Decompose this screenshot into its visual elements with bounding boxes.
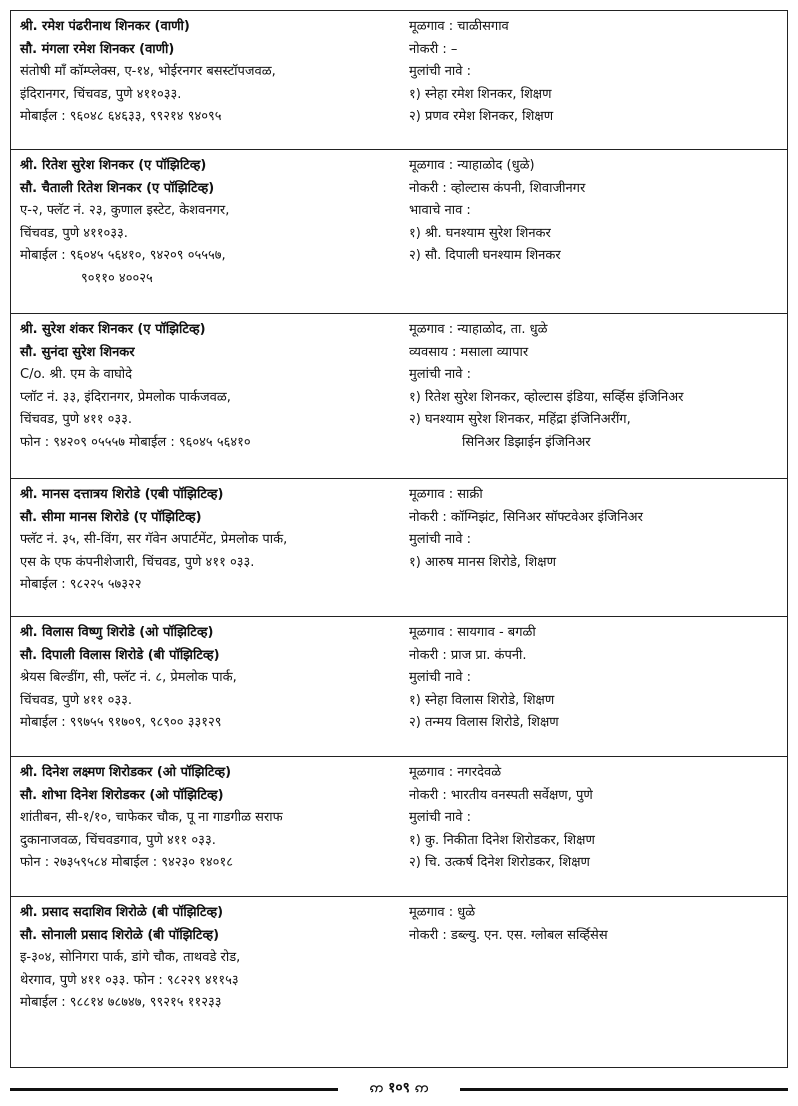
- child-name: २) प्रणव रमेश शिनकर, शिक्षण: [409, 109, 554, 124]
- sibling-name: १) श्री. घनश्याम सुरेश शिनकर: [409, 225, 551, 241]
- husband-name: श्री. सुरेश शंकर शिनकर (ए पॉझिटिव्ह): [20, 322, 206, 337]
- husband-name: श्री. दिनेश लक्ष्मण शिरोडकर (ओ पॉझिटिव्ह): [20, 765, 232, 780]
- occupation: नोकरी : डब्ल्यु. एन. एस. ग्लोबल सर्व्हिसेस: [409, 927, 608, 943]
- business: व्यवसाय : मसाला व्यापार: [409, 344, 529, 360]
- occupation: नोकरी : प्राज प्रा. कंपनी.: [409, 647, 527, 663]
- native-place: मूळगाव : सायगाव - बगळी: [409, 625, 536, 640]
- husband-name: श्री. विलास विष्णु शिरोडे (ओ पॉझिटिव्ह): [20, 625, 214, 640]
- address-line: दुकानाजवळ, चिंचवडगाव, पुणे ४११ ०३३.: [20, 832, 216, 848]
- member-entry: [11, 11, 787, 150]
- address-line: शांतीबन, सी-१/१०, चाफेकर चौक, पू ना गाडगीळ सराफ: [20, 810, 283, 825]
- contact-line: मोबाईल : ९६०४५ ५६४१०, ९४२०९ ०५५५७,: [20, 248, 226, 263]
- footer-rule: [460, 1088, 788, 1091]
- child-designation: सिनिअर डिझाईन इंजिनिअर: [462, 434, 591, 450]
- husband-name: श्री. रमेश पंढरीनाथ शिनकर (वाणी): [20, 19, 190, 34]
- address-line: श्रेयस बिल्डींग, सी, फ्लॅट नं. ८, प्रेमलोक पार्क,: [20, 670, 237, 685]
- member-details-column: [409, 484, 785, 574]
- occupation: नोकरी : –: [409, 41, 458, 57]
- occupation: नोकरी : कॉग्निझंट, सिनिअर सॉफ्टवेअर इंजिनिअर: [409, 509, 643, 525]
- member-address-column: [20, 762, 400, 875]
- contact-line: मोबाईल : ९८२२५ ५७३२२: [20, 577, 142, 592]
- wife-name: सौ. दिपाली विलास शिरोडे (बी पॉझिटिव्ह): [20, 647, 220, 663]
- member-details-column: [409, 762, 785, 875]
- member-details-column: [409, 155, 785, 268]
- husband-name: श्री. प्रसाद सदाशिव शिरोळे (बी पॉझिटिव्ह): [20, 905, 224, 920]
- member-address-column: [20, 622, 400, 735]
- member-entry: [11, 757, 787, 897]
- wife-name: सौ. शोभा दिनेश शिरोडकर (ओ पॉझिटिव्ह): [20, 787, 224, 803]
- member-details-column: [409, 902, 785, 947]
- address-line: C/o. श्री. एम के वाघोदे: [20, 367, 133, 382]
- siblings-heading: भावाचे नाव :: [409, 203, 471, 218]
- member-address-column: [20, 155, 400, 290]
- native-place: मूळगाव : साक्री: [409, 487, 483, 502]
- husband-name: श्री. रितेश सुरेश शिनकर (ए पॉझिटिव्ह): [20, 158, 207, 173]
- occupation: नोकरी : व्होल्टास कंपनी, शिवाजीनगर: [409, 180, 586, 196]
- address-line: इंदिरानगर, चिंचवड, पुणे ४११०३३.: [20, 86, 182, 102]
- wife-name: सौ. सीमा मानस शिरोडे (ए पॉझिटिव्ह): [20, 509, 202, 525]
- children-heading: मुलांची नावे :: [409, 64, 472, 79]
- wife-name: सौ. मंगला रमेश शिनकर (वाणी): [20, 41, 175, 57]
- address-line: फ्लॅट नं. ३५, सी-विंग, सर गॅवेन अपार्टमेंट, प्रेमलोक पार्क,: [20, 532, 288, 547]
- contact-line: ९०११० ४००२५: [81, 270, 153, 286]
- footer-rule: [10, 1088, 338, 1091]
- contact-line: मोबाईल : ९६०४८ ६४६३३, ९९२१४ ९४०९५: [20, 109, 222, 124]
- child-name: २) घनश्याम सुरेश शिनकर, महिंद्रा इंजिनिअरींग,: [409, 412, 631, 427]
- address-line: चिंचवड, पुणे ४११ ०३३.: [20, 692, 133, 708]
- member-entry: [11, 617, 787, 757]
- wife-name: सौ. सुनंदा सुरेश शिनकर: [20, 344, 135, 360]
- member-address-column: [20, 484, 400, 597]
- member-address-column: [20, 16, 400, 129]
- contact-line: फोन : २७३५९५८४ मोबाईल : ९४२३० १४०१८: [20, 855, 233, 870]
- member-address-column: [20, 902, 400, 1015]
- member-entry: [11, 150, 787, 314]
- child-name: १) स्नेहा रमेश शिनकर, शिक्षण: [409, 86, 552, 102]
- wife-name: सौ. सोनाली प्रसाद शिरोळे (बी पॉझिटिव्ह): [20, 927, 220, 943]
- husband-name: श्री. मानस दत्तात्रय शिरोडे (एबी पॉझिटिव्ह): [20, 487, 224, 502]
- child-name: २) चि. उत्कर्ष दिनेश शिरोडकर, शिक्षण: [409, 855, 590, 870]
- child-name: २) तन्मय विलास शिरोडे, शिक्षण: [409, 715, 559, 730]
- member-entry: [11, 479, 787, 617]
- member-address-column: [20, 319, 400, 454]
- child-name: १) स्नेहा विलास शिरोडे, शिक्षण: [409, 692, 555, 708]
- native-place: मूळगाव : न्याहाळोद (धुळे): [409, 158, 535, 173]
- address-line: एस के एफ कंपनीशेजारी, चिंचवड, पुणे ४११ ०३३.: [20, 554, 255, 570]
- address-line: चिंचवड, पुणे ४११ ०३३.: [20, 412, 133, 427]
- member-entry: [11, 314, 787, 479]
- address-line: इ-३०४, सोनिगरा पार्क, डांगे चौक, ताथवडे रोड,: [20, 950, 241, 965]
- native-place: मूळगाव : चाळीसगाव: [409, 19, 509, 34]
- address-line: थेरगाव, पुणे ४११ ०३३. फोन : ९८२२९ ४११५३: [20, 972, 239, 988]
- member-details-column: [409, 319, 785, 454]
- occupation: नोकरी : भारतीय वनस्पती सर्वेक्षण, पुणे: [409, 787, 593, 803]
- children-heading: मुलांची नावे :: [409, 367, 472, 382]
- sibling-name: २) सौ. दिपाली घनश्याम शिनकर: [409, 248, 561, 263]
- page-number: ဢ १०९ ဢ: [369, 1080, 429, 1096]
- address-line: संतोषी माँ कॉम्प्लेक्स, ए-१४, भोईरनगर बसस्टॉपजवळ,: [20, 64, 276, 79]
- contact-line: मोबाईल : ९९७५५ ९१७०९, ९८९०० ३३१२९: [20, 715, 222, 730]
- member-details-column: [409, 16, 785, 129]
- directory-page: [10, 10, 788, 1068]
- children-heading: मुलांची नावे :: [409, 532, 472, 547]
- address-line: प्लॉट नं. ३३, इंदिरानगर, प्रेमलोक पार्कजवळ,: [20, 389, 231, 405]
- address-line: चिंचवड, पुणे ४११०३३.: [20, 225, 128, 241]
- member-details-column: [409, 622, 785, 735]
- child-name: १) रितेश सुरेश शिनकर, व्होल्टास इंडिया, सर्व्हिस इंजिनिअर: [409, 389, 684, 405]
- contact-line: मोबाईल : ९८८१४ ७८७४७, ९९२१५ ११२३३: [20, 995, 222, 1010]
- child-name: १) आरुष मानस शिरोडे, शिक्षण: [409, 554, 556, 570]
- member-entry: [11, 897, 787, 1067]
- children-heading: मुलांची नावे :: [409, 670, 472, 685]
- native-place: मूळगाव : धुळे: [409, 905, 476, 920]
- native-place: मूळगाव : नगरदेवळे: [409, 765, 502, 780]
- child-name: १) कु. निकीता दिनेश शिरोडकर, शिक्षण: [409, 832, 595, 848]
- contact-line: फोन : ९४२०९ ०५५५७ मोबाईल : ९६०४५ ५६४१०: [20, 434, 251, 450]
- wife-name: सौ. चैताली रितेश शिनकर (ए पॉझिटिव्ह): [20, 180, 215, 196]
- address-line: ए-२, फ्लॅट नं. २३, कुणाल इस्टेट, केशवनगर,: [20, 203, 230, 218]
- native-place: मूळगाव : न्याहाळोद, ता. धुळे: [409, 322, 548, 337]
- children-heading: मुलांची नावे :: [409, 810, 472, 825]
